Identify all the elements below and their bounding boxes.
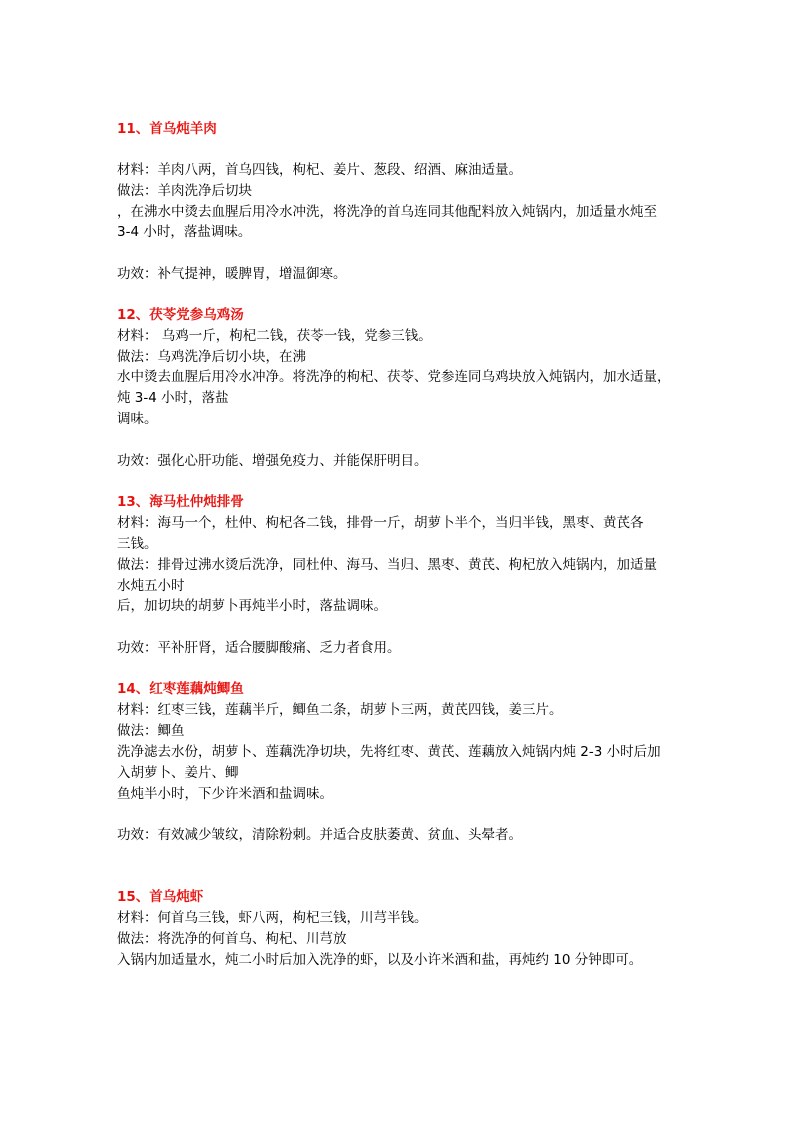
recipe-11-ingredients: 材料：羊肉八两，首乌四钱，枸杞、姜片、葱段、绍酒、麻油适量。 <box>117 162 522 178</box>
recipe-12-method-cont: 调味。 <box>117 411 158 427</box>
recipe-12-method: 做法：乌鸡洗净后切小块，在沸 <box>117 349 306 365</box>
recipe-14-method-cont: 洗净滤去水份，胡萝卜、莲藕洗净切块，先将红枣、黄芪、莲藕放入炖锅内炖 2-3 小时后加 <box>117 744 661 760</box>
recipe-15-ingredients: 材料：何首乌三钱，虾八两，枸杞三钱，川芎半钱。 <box>117 910 428 926</box>
recipe-11-title: 11、首乌炖羊肉 <box>117 121 217 137</box>
recipe-14-method-cont: 入胡萝卜、姜片、鲫 <box>117 765 239 781</box>
recipe-11-method-cont: ，在沸水中烫去血腥后用冷水冲洗，将洗净的首乌连同其他配料放入炖锅内，加适量水炖至 <box>117 204 657 220</box>
recipe-13-ingredients-cont: 三钱。 <box>117 536 158 552</box>
recipe-14-method: 做法：鲫鱼 <box>117 723 185 739</box>
recipe-11-effect: 功效：补气提神，暖脾胃，增温御寒。 <box>117 266 347 282</box>
recipe-11-method: 做法：羊肉洗净后切块 <box>117 183 252 199</box>
recipe-14-title: 14、红枣莲藕炖鲫鱼 <box>117 681 244 697</box>
recipe-15-title: 15、首乌炖虾 <box>117 889 204 905</box>
recipe-13-effect: 功效：平补肝肾，适合腰脚酸痛、乏力者食用。 <box>117 640 401 656</box>
recipe-14-effect: 功效：有效减少皱纹，清除粉刺。并适合皮肤萎黄、贫血、头晕者。 <box>117 827 522 843</box>
recipe-13-method-cont: 后，加切块的胡萝卜再炖半小时，落盐调味。 <box>117 598 387 614</box>
recipe-11-method-cont: 3-4 小时，落盐调味。 <box>117 224 252 240</box>
recipe-13-title: 13、海马杜仲炖排骨 <box>117 494 244 510</box>
recipe-14-method-cont: 鱼炖半小时，下少许米酒和盐调味。 <box>117 786 333 802</box>
recipe-12-effect: 功效：强化心肝功能、增强免疫力、并能保肝明目。 <box>117 453 428 469</box>
recipe-12-ingredients: 材料： 乌鸡一斤，枸杞二钱，茯苓一钱，党参三钱。 <box>117 328 432 344</box>
recipe-15-method: 做法：将洗净的何首乌、枸杞、川芎放 <box>117 931 347 947</box>
recipe-15-method-cont: 入锅内加适量水，炖二小时后加入洗净的虾，以及小许米酒和盐，再炖约 10 分钟即可。 <box>117 952 643 968</box>
recipe-12-title: 12、茯苓党参乌鸡汤 <box>117 307 244 323</box>
recipe-14-ingredients: 材料：红枣三钱，莲藕半斤，鲫鱼二条，胡萝卜三两，黄芪四钱，姜三片。 <box>117 702 563 718</box>
recipe-13-method-cont: 水炖五小时 <box>117 578 185 594</box>
recipe-12-method-cont: 炖 3-4 小时，落盐 <box>117 390 229 406</box>
recipe-13-method: 做法：排骨过沸水烫后洗净，同杜仲、海马、当归、黑枣、黄芪、枸杞放入炖锅内，加适量 <box>117 557 657 573</box>
recipe-12-method-cont: 水中烫去血腥后用冷水冲净。将洗净的枸杞、茯苓、党参连同乌鸡块放入炖锅内，加水适量， <box>117 369 671 385</box>
recipe-13-ingredients: 材料：海马一个，杜仲、枸杞各二钱，排骨一斤，胡萝卜半个，当归半钱，黑枣、黄芪各 <box>117 515 644 531</box>
